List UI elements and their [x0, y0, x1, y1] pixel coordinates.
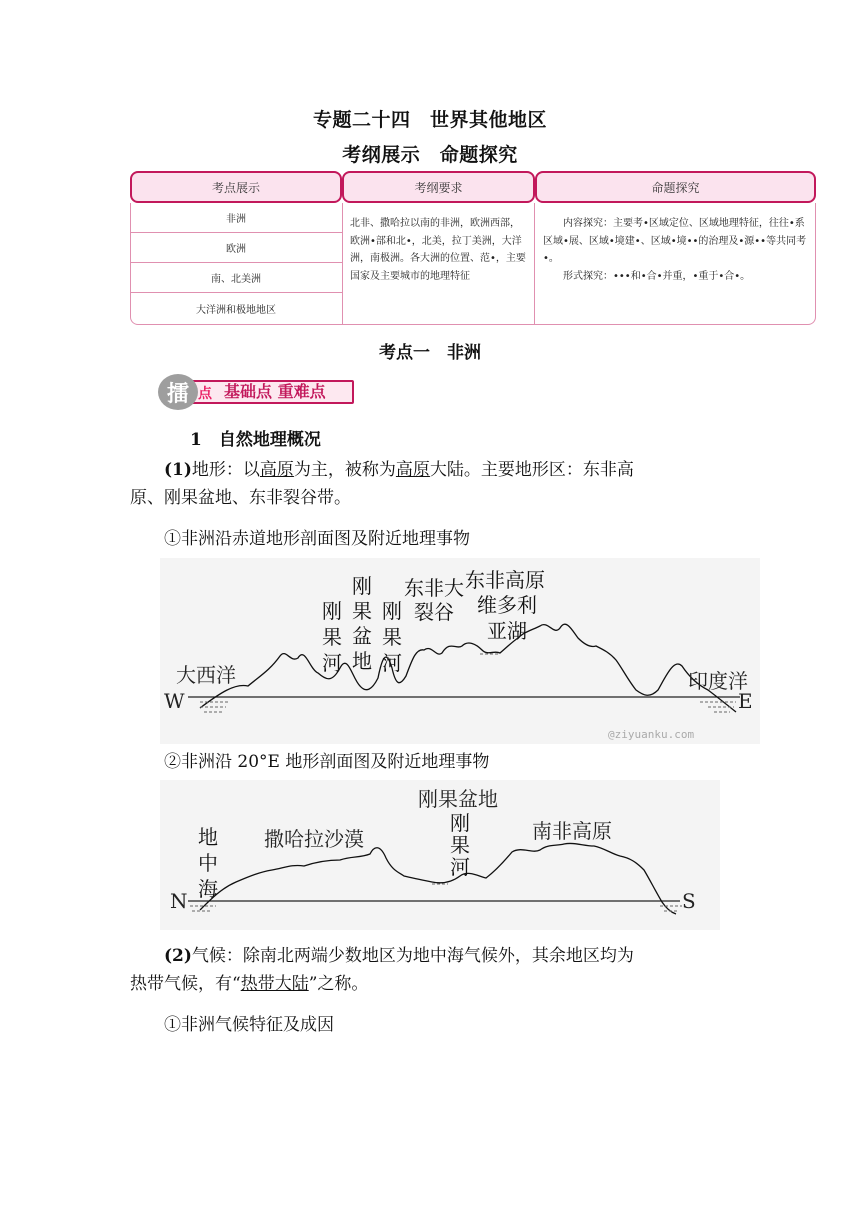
exploration-content: 内容探究：主要考•区域定位、区域地理特征，往往•系区域•展、区域•境建•、区域•境••的治理及•源••等共同考•。	[543, 218, 807, 264]
figure1-label-indian-ocean: 印度洋	[688, 669, 748, 693]
climate-line2-post: ”之称。	[308, 974, 369, 994]
exploration-form: 形式探究：•••和•合•并重，•重于•合•。	[563, 270, 751, 282]
climate-underline: 热带大陆	[240, 974, 309, 994]
climate-line2-pre: 热带气候，有“	[130, 974, 241, 994]
figure1-label-congo-river-1: 刚果河	[322, 599, 342, 675]
figure1-label-lake-victoria: 维多利亚湖	[477, 593, 537, 643]
table-row-topic: 欧洲	[130, 233, 342, 263]
figure1-e: E	[738, 689, 753, 713]
figure2-label-sahara: 撒哈拉沙漠	[264, 827, 364, 851]
table-requirements-cell: 北非、撒哈拉以南的非洲，欧洲西部，欧洲•部和北•，北美，拉丁美洲，大洋洲，南极洲。各大洲的位置、范•，主要国家及主要城市的地理特征	[342, 203, 535, 325]
figure1-watermark: @ziyuanku.com	[608, 728, 695, 741]
figure2-label-congo-river: 刚果河	[450, 811, 470, 879]
figure2-label-mediterranean: 地中海	[198, 825, 218, 901]
figure1-caption: ①非洲沿赤道地形剖面图及附近地理事物	[164, 529, 470, 549]
meridian-profile-figure	[160, 780, 720, 930]
figure2-n: N	[170, 889, 188, 913]
banner-icon: 擂	[158, 374, 198, 410]
figure1-label-congo-river-2: 刚果河	[382, 599, 402, 675]
landform-rest: 大陆。主要地形区：东非高	[429, 460, 634, 480]
table-row-topic: 南、北美洲	[130, 263, 342, 293]
figure2-caption-text: ②非洲沿 20°E 地形剖面图及附近地理事物	[164, 752, 490, 772]
table-header-exploration: 命题探究	[535, 171, 816, 203]
landform-mid: 为主，被称为	[293, 460, 396, 480]
equator-profile-figure	[160, 558, 760, 744]
figure1-label-east-african-plateau: 东非高原	[465, 568, 545, 592]
page-subtitle: 考纲展示 命题探究	[342, 144, 518, 166]
climate-line2	[96, 970, 368, 998]
figure2-caption	[164, 748, 489, 776]
climate-label: (2)	[164, 946, 192, 966]
climate-subheading: ①非洲气候特征及成因	[164, 1015, 334, 1035]
figure1-label-atlantic: 大西洋	[176, 663, 236, 687]
landform-label: (1)	[164, 460, 192, 480]
figure2-s: S	[682, 889, 696, 913]
table-row-topic: 非洲	[130, 203, 342, 233]
figure2-label-congo-basin: 刚果盆地	[418, 787, 498, 811]
section-title: 考点一 非洲	[379, 343, 481, 363]
table-header-topics: 考点展示	[130, 171, 342, 203]
landform-underline-2: 高原	[395, 460, 430, 480]
table-exploration-cell	[535, 203, 816, 325]
table-row-topic: 大洋洲和极地地区	[196, 304, 276, 316]
landform-prefix: 地形：以	[191, 460, 260, 480]
landform-paragraph	[130, 456, 750, 512]
section-banner	[158, 374, 354, 410]
landform-line2: 原、刚果盆地、东非裂谷带。	[130, 488, 351, 508]
figure1-w: W	[164, 689, 185, 713]
figure1-label-rift-valley: 东非大裂谷	[404, 576, 464, 624]
figure2-label-south-african-plateau: 南非高原	[532, 819, 612, 843]
figure1-label-congo-basin: 刚果盆地	[352, 574, 372, 673]
climate-paragraph	[130, 942, 750, 998]
banner-text: 基础点 重难点	[224, 382, 326, 401]
page-title: 专题二十四 世界其他地区	[312, 109, 547, 131]
table-header-requirements: 考纲要求	[342, 171, 535, 203]
overview-table	[130, 171, 816, 325]
heading-natural-geography: 1 自然地理概况	[190, 430, 321, 450]
climate-line1: 气候：除南北两端少数地区为地中海气候外，其余地区均为	[191, 946, 634, 966]
landform-underline-1: 高原	[259, 460, 294, 480]
banner-prefix: 点	[198, 386, 212, 402]
